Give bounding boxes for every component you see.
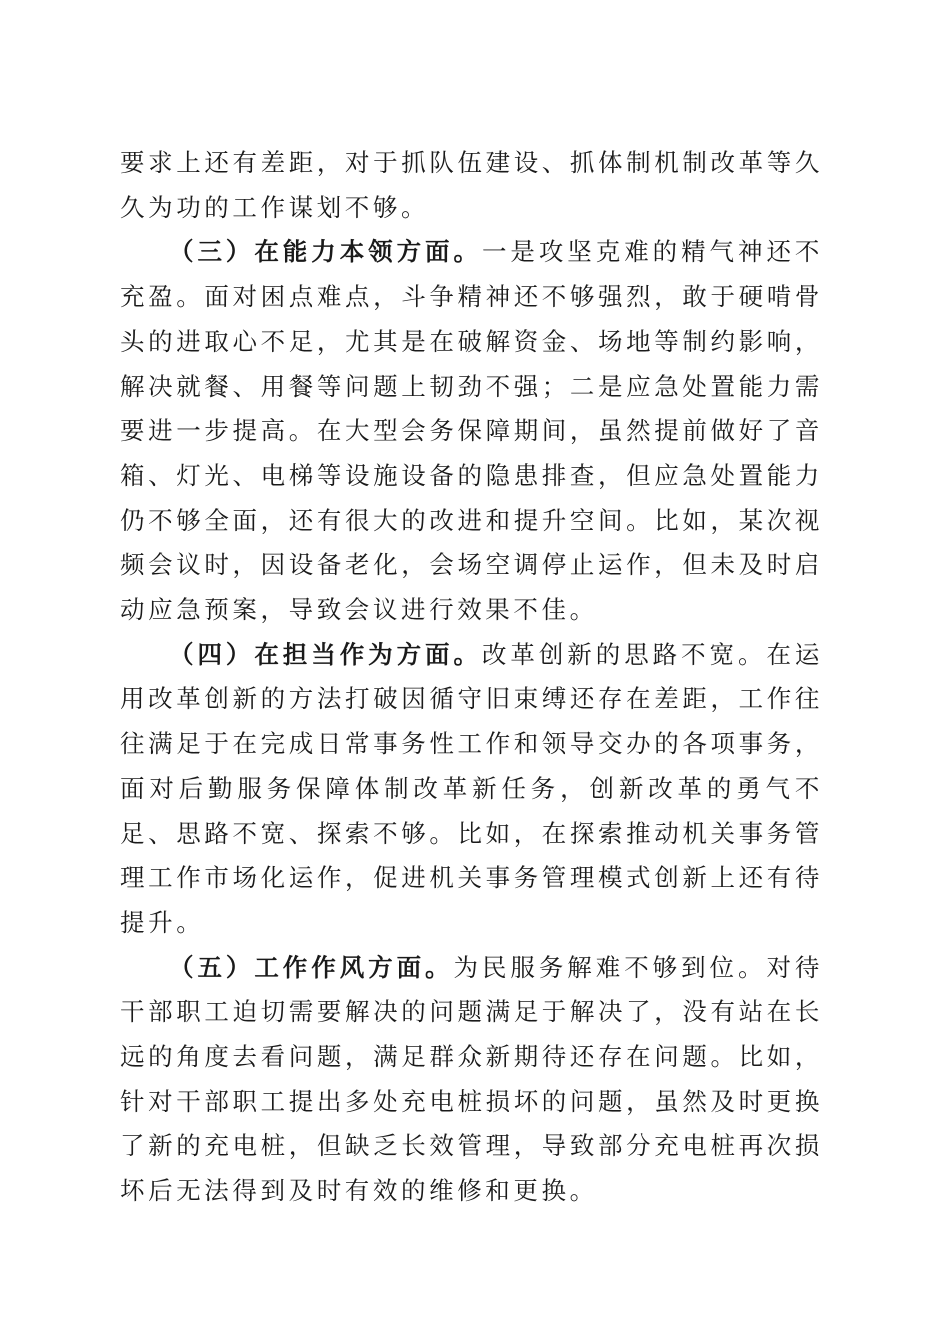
section-heading-ability: （三）在能力本领方面。	[169, 237, 482, 267]
paragraph-text: 一是攻坚克难的精气神还不充盈。面对困点难点，斗争精神还不够强烈，敢于硬啃骨头的进取心不足，尤其是在破解资金、场地等制约影响，解决就餐、用餐等问题上韧劲不强；二是应急处置能力需要进一步提高。在大型会务保障期间，虽然提前做好了音箱、灯光、电梯等设施设备的隐患排查，但应急处置能力仍不够全面，还有很大的改进和提升空间。比如，某次视频会议时，因设备老化，会场空调停止运作，但未及时启动应急预案，导致会议进行效果不佳。	[120, 237, 823, 625]
document-body	[120, 141, 823, 1214]
paragraph-continuation	[120, 141, 823, 230]
paragraph-ability	[120, 230, 823, 632]
paragraph-text: 为民服务解难不够到位。对待干部职工迫切需要解决的问题满足于解决了，没有站在长远的角度去看问题，满足群众新期待还存在问题。比如，针对干部职工提出多处充电桩损坏的问题，虽然及时更换了新的充电桩，但缺乏长效管理，导致部分充电桩再次损坏后无法得到及时有效的维修和更换。	[120, 952, 823, 1206]
paragraph-responsibility	[120, 633, 823, 946]
paragraph-work-style	[120, 946, 823, 1214]
paragraph-text: 改革创新的思路不宽。在运用改革创新的方法打破因循守旧束缚还存在差距，工作往往满足于在完成日常事务性工作和领导交办的各项事务，面对后勤服务保障体制改革新任务，创新改革的勇气不足、思路不宽、探索不够。比如，在探索推动机关事务管理工作市场化运作，促进机关事务管理模式创新上还有待提升。	[120, 639, 823, 937]
paragraph-text: 要求上还有差距，对于抓队伍建设、抓体制机制改革等久久为功的工作谋划不够。	[120, 148, 823, 222]
section-heading-responsibility: （四）在担当作为方面。	[169, 639, 482, 669]
section-heading-work-style: （五）工作作风方面。	[169, 952, 454, 982]
